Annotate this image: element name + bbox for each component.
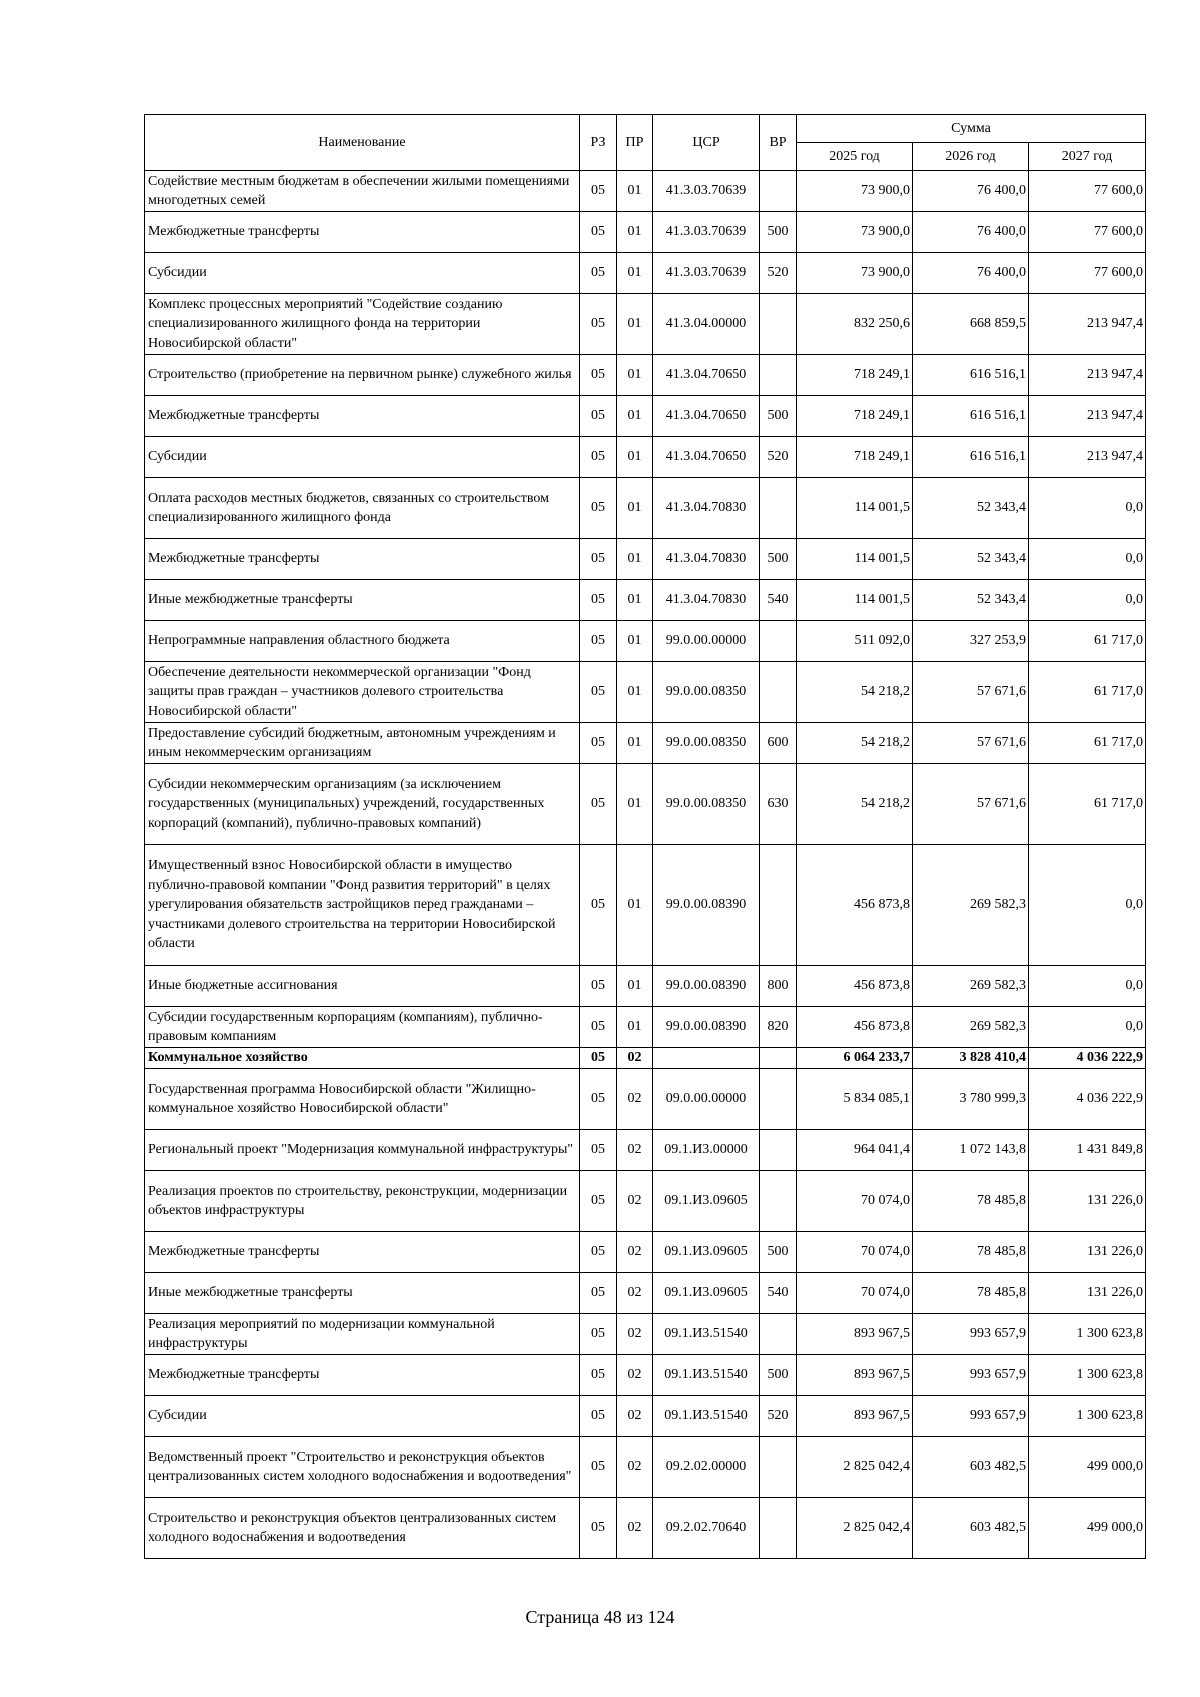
table-cell-sum-2026: 52 343,4 (913, 478, 1029, 539)
table-row (145, 662, 1146, 723)
table-cell-vr (760, 355, 797, 396)
table-cell-rz: 05 (580, 1314, 617, 1355)
header-vr: ВР (760, 115, 797, 171)
table-cell-sum-2026: 52 343,4 (913, 539, 1029, 580)
table-cell-csr: 09.0.00.00000 (653, 1069, 760, 1130)
table-cell-vr (760, 1314, 797, 1355)
table-cell-rz: 05 (580, 171, 617, 212)
table-cell-csr: 09.1.И3.09605 (653, 1232, 760, 1273)
table-row (145, 212, 1146, 253)
table-row (145, 1069, 1146, 1130)
table-cell-csr: 99.0.00.08350 (653, 662, 760, 723)
table-row (145, 1048, 1146, 1069)
table-cell-sum-2025: 73 900,0 (797, 253, 913, 294)
table-cell-sum-2027: 0,0 (1029, 845, 1146, 966)
table-cell-pr: 01 (617, 171, 653, 212)
table-cell-vr: 500 (760, 539, 797, 580)
table-cell-sum-2026: 78 485,8 (913, 1273, 1029, 1314)
table-cell-csr: 99.0.00.08350 (653, 723, 760, 764)
table-cell-rz: 05 (580, 1048, 617, 1069)
table-cell-pr: 01 (617, 723, 653, 764)
table-cell-name: Государственная программа Новосибирской области "Жилищно-коммунальное хозяйство Новосибирской области" (145, 1069, 580, 1130)
table-cell-sum-2025: 70 074,0 (797, 1171, 913, 1232)
table-cell-csr: 99.0.00.08390 (653, 845, 760, 966)
table-cell-pr: 01 (617, 396, 653, 437)
table-cell-name: Субсидии государственным корпорациям (компаниям), публично-правовым компаниям (145, 1007, 580, 1048)
table-cell-rz: 05 (580, 723, 617, 764)
table-cell-sum-2027: 0,0 (1029, 478, 1146, 539)
table-cell-pr: 01 (617, 966, 653, 1007)
table-cell-sum-2025: 456 873,8 (797, 845, 913, 966)
table-cell-csr: 41.3.03.70639 (653, 253, 760, 294)
table-cell-pr: 02 (617, 1314, 653, 1355)
table-cell-vr (760, 1437, 797, 1498)
table-cell-sum-2027: 61 717,0 (1029, 662, 1146, 723)
table-cell-sum-2027: 499 000,0 (1029, 1498, 1146, 1559)
table-cell-sum-2027: 0,0 (1029, 1007, 1146, 1048)
table-row (145, 539, 1146, 580)
table-cell-sum-2026: 76 400,0 (913, 171, 1029, 212)
table-cell-vr: 500 (760, 1355, 797, 1396)
table-row (145, 845, 1146, 966)
table-cell-sum-2027: 0,0 (1029, 966, 1146, 1007)
table-cell-name: Субсидии (145, 437, 580, 478)
table-cell-name: Межбюджетные трансферты (145, 212, 580, 253)
table-cell-pr: 02 (617, 1396, 653, 1437)
table-cell-name: Имущественный взнос Новосибирской области в имущество публично-правовой компании "Фонд развития территорий" в целях урегулирования обязательств застройщиков перед гражданами – участниками долевого строительства на территории Новосибирской области (145, 845, 580, 966)
table-cell-rz: 05 (580, 662, 617, 723)
table-cell-sum-2025: 5 834 085,1 (797, 1069, 913, 1130)
header-csr: ЦСР (653, 115, 760, 171)
table-row (145, 1007, 1146, 1048)
table-cell-sum-2025: 54 218,2 (797, 723, 913, 764)
table-cell-csr: 09.2.02.00000 (653, 1437, 760, 1498)
table-cell-rz: 05 (580, 621, 617, 662)
table-cell-sum-2027: 1 431 849,8 (1029, 1130, 1146, 1171)
table-cell-vr (760, 1069, 797, 1130)
table-cell-sum-2025: 718 249,1 (797, 437, 913, 478)
table-cell-pr: 02 (617, 1355, 653, 1396)
header-year-2025: 2025 год (797, 143, 913, 171)
table-cell-sum-2025: 54 218,2 (797, 662, 913, 723)
table-cell-sum-2025: 964 041,4 (797, 1130, 913, 1171)
table-cell-vr (760, 1048, 797, 1069)
table-cell-sum-2025: 893 967,5 (797, 1355, 913, 1396)
table-cell-csr: 09.1.И3.51540 (653, 1355, 760, 1396)
table-cell-sum-2026: 603 482,5 (913, 1437, 1029, 1498)
table-cell-sum-2025: 832 250,6 (797, 294, 913, 355)
table-cell-sum-2026: 616 516,1 (913, 437, 1029, 478)
table-cell-pr: 02 (617, 1232, 653, 1273)
table-cell-sum-2026: 269 582,3 (913, 1007, 1029, 1048)
table-row (145, 253, 1146, 294)
table-cell-rz: 05 (580, 1069, 617, 1130)
table-cell-vr: 520 (760, 437, 797, 478)
table-cell-csr: 41.3.04.70650 (653, 437, 760, 478)
budget-table (144, 114, 1146, 1559)
table-cell-pr: 01 (617, 539, 653, 580)
table-cell-sum-2025: 511 092,0 (797, 621, 913, 662)
header-sum: Сумма (797, 115, 1146, 143)
table-cell-name: Непрограммные направления областного бюджета (145, 621, 580, 662)
table-cell-sum-2025: 456 873,8 (797, 1007, 913, 1048)
table-cell-csr: 41.3.04.70650 (653, 355, 760, 396)
table-cell-pr: 02 (617, 1069, 653, 1130)
table-cell-csr: 41.3.03.70639 (653, 212, 760, 253)
table-cell-rz: 05 (580, 253, 617, 294)
table-cell-sum-2025: 70 074,0 (797, 1232, 913, 1273)
table-cell-sum-2025: 114 001,5 (797, 539, 913, 580)
table-cell-rz: 05 (580, 966, 617, 1007)
table-cell-csr: 41.3.04.70830 (653, 478, 760, 539)
table-cell-sum-2026: 3 780 999,3 (913, 1069, 1029, 1130)
table-cell-csr: 41.3.04.70830 (653, 580, 760, 621)
table-row (145, 764, 1146, 845)
table-cell-csr: 09.1.И3.51540 (653, 1396, 760, 1437)
table-cell-sum-2027: 131 226,0 (1029, 1171, 1146, 1232)
table-cell-sum-2026: 57 671,6 (913, 764, 1029, 845)
table-cell-csr: 09.1.И3.51540 (653, 1314, 760, 1355)
table-cell-sum-2025: 54 218,2 (797, 764, 913, 845)
table-cell-sum-2026: 78 485,8 (913, 1232, 1029, 1273)
table-cell-rz: 05 (580, 539, 617, 580)
table-cell-sum-2025: 893 967,5 (797, 1396, 913, 1437)
table-cell-sum-2026: 57 671,6 (913, 723, 1029, 764)
table-cell-sum-2026: 993 657,9 (913, 1396, 1029, 1437)
table-cell-pr: 02 (617, 1437, 653, 1498)
table-cell-csr: 41.3.04.70830 (653, 539, 760, 580)
table-cell-sum-2027: 77 600,0 (1029, 171, 1146, 212)
table-cell-sum-2025: 2 825 042,4 (797, 1498, 913, 1559)
table-cell-pr: 01 (617, 580, 653, 621)
table-cell-name: Иные бюджетные ассигнования (145, 966, 580, 1007)
table-cell-sum-2026: 668 859,5 (913, 294, 1029, 355)
table-cell-rz: 05 (580, 1007, 617, 1048)
table-cell-pr: 01 (617, 253, 653, 294)
table-cell-vr: 540 (760, 580, 797, 621)
table-row (145, 1232, 1146, 1273)
table-cell-sum-2026: 616 516,1 (913, 355, 1029, 396)
table-cell-sum-2025: 114 001,5 (797, 478, 913, 539)
table-cell-csr (653, 1048, 760, 1069)
table-cell-name: Межбюджетные трансферты (145, 1355, 580, 1396)
table-row (145, 294, 1146, 355)
header-rz: РЗ (580, 115, 617, 171)
table-cell-pr: 01 (617, 478, 653, 539)
table-cell-pr: 01 (617, 621, 653, 662)
table-cell-name: Реализация мероприятий по модернизации коммунальной инфраструктуры (145, 1314, 580, 1355)
table-cell-vr: 520 (760, 1396, 797, 1437)
table-cell-pr: 01 (617, 1007, 653, 1048)
table-cell-sum-2026: 603 482,5 (913, 1498, 1029, 1559)
table-cell-pr: 01 (617, 437, 653, 478)
table-cell-name: Строительство (приобретение на первичном рынке) служебного жилья (145, 355, 580, 396)
table-cell-sum-2027: 131 226,0 (1029, 1273, 1146, 1314)
table-cell-sum-2025: 73 900,0 (797, 171, 913, 212)
table-cell-csr: 99.0.00.00000 (653, 621, 760, 662)
table-cell-csr: 99.0.00.08390 (653, 1007, 760, 1048)
table-cell-sum-2026: 616 516,1 (913, 396, 1029, 437)
table-row (145, 396, 1146, 437)
table-cell-sum-2025: 718 249,1 (797, 396, 913, 437)
table-cell-name: Коммунальное хозяйство (145, 1048, 580, 1069)
table-cell-sum-2025: 456 873,8 (797, 966, 913, 1007)
table-cell-sum-2027: 1 300 623,8 (1029, 1396, 1146, 1437)
table-cell-vr: 540 (760, 1273, 797, 1314)
table-cell-rz: 05 (580, 845, 617, 966)
table-cell-name: Реализация проектов по строительству, реконструкции, модернизации объектов инфраструктуры (145, 1171, 580, 1232)
table-cell-sum-2026: 269 582,3 (913, 966, 1029, 1007)
table-cell-pr: 01 (617, 212, 653, 253)
table-cell-sum-2026: 78 485,8 (913, 1171, 1029, 1232)
table-row (145, 478, 1146, 539)
table-cell-sum-2027: 4 036 222,9 (1029, 1069, 1146, 1130)
table-cell-pr: 01 (617, 355, 653, 396)
table-cell-sum-2026: 327 253,9 (913, 621, 1029, 662)
table-cell-pr: 01 (617, 845, 653, 966)
table-cell-sum-2026: 76 400,0 (913, 212, 1029, 253)
table-cell-pr: 02 (617, 1171, 653, 1232)
table-cell-sum-2027: 213 947,4 (1029, 437, 1146, 478)
table-cell-pr: 02 (617, 1048, 653, 1069)
table-cell-sum-2027: 77 600,0 (1029, 212, 1146, 253)
table-cell-sum-2027: 4 036 222,9 (1029, 1048, 1146, 1069)
table-row (145, 723, 1146, 764)
table-cell-sum-2025: 73 900,0 (797, 212, 913, 253)
table-cell-csr: 09.1.И3.00000 (653, 1130, 760, 1171)
table-cell-rz: 05 (580, 294, 617, 355)
table-cell-sum-2027: 0,0 (1029, 539, 1146, 580)
page-number: Страница 48 из 124 (525, 1607, 675, 1627)
table-cell-sum-2027: 1 300 623,8 (1029, 1355, 1146, 1396)
table-cell-rz: 05 (580, 1355, 617, 1396)
table-cell-name: Иные межбюджетные трансферты (145, 1273, 580, 1314)
table-cell-vr: 500 (760, 212, 797, 253)
table-cell-sum-2025: 6 064 233,7 (797, 1048, 913, 1069)
table-cell-sum-2027: 213 947,4 (1029, 396, 1146, 437)
table-cell-csr: 41.3.03.70639 (653, 171, 760, 212)
table-cell-sum-2026: 993 657,9 (913, 1355, 1029, 1396)
header-year-2027: 2027 год (1029, 143, 1146, 171)
table-cell-name: Субсидии (145, 253, 580, 294)
table-cell-name: Межбюджетные трансферты (145, 396, 580, 437)
table-cell-pr: 02 (617, 1130, 653, 1171)
table-cell-sum-2027: 61 717,0 (1029, 764, 1146, 845)
table-cell-pr: 01 (617, 294, 653, 355)
table-cell-name: Предоставление субсидий бюджетным, автономным учреждениям и иным некоммерческим организациям (145, 723, 580, 764)
table-cell-sum-2027: 61 717,0 (1029, 621, 1146, 662)
table-row (145, 1130, 1146, 1171)
table-cell-sum-2025: 2 825 042,4 (797, 1437, 913, 1498)
table-cell-rz: 05 (580, 1130, 617, 1171)
table-cell-sum-2027: 213 947,4 (1029, 355, 1146, 396)
table-row (145, 355, 1146, 396)
table-cell-vr: 520 (760, 253, 797, 294)
table-cell-sum-2025: 893 967,5 (797, 1314, 913, 1355)
table-cell-name: Содействие местным бюджетам в обеспечении жилыми помещениями многодетных семей (145, 171, 580, 212)
table-cell-sum-2027: 77 600,0 (1029, 253, 1146, 294)
table-cell-vr (760, 1171, 797, 1232)
table-row (145, 171, 1146, 212)
table-cell-sum-2027: 1 300 623,8 (1029, 1314, 1146, 1355)
table-cell-vr: 600 (760, 723, 797, 764)
table-cell-name: Строительство и реконструкция объектов централизованных систем холодного водоснабжения и водоотведения (145, 1498, 580, 1559)
table-cell-rz: 05 (580, 355, 617, 396)
header-pr: ПР (617, 115, 653, 171)
table-cell-rz: 05 (580, 580, 617, 621)
table-cell-csr: 41.3.04.70650 (653, 396, 760, 437)
table-cell-sum-2026: 269 582,3 (913, 845, 1029, 966)
table-cell-vr (760, 294, 797, 355)
table-row (145, 966, 1146, 1007)
table-cell-vr (760, 1130, 797, 1171)
table-cell-name: Комплекс процессных мероприятий "Содействие созданию специализированного жилищного фонда на территории Новосибирской области" (145, 294, 580, 355)
table-cell-csr: 41.3.04.00000 (653, 294, 760, 355)
table-cell-rz: 05 (580, 437, 617, 478)
table-row (145, 1355, 1146, 1396)
table-cell-rz: 05 (580, 396, 617, 437)
table-cell-csr: 99.0.00.08390 (653, 966, 760, 1007)
table-cell-pr: 02 (617, 1273, 653, 1314)
table-cell-rz: 05 (580, 478, 617, 539)
table-cell-sum-2025: 114 001,5 (797, 580, 913, 621)
table-row (145, 1273, 1146, 1314)
table-cell-sum-2026: 3 828 410,4 (913, 1048, 1029, 1069)
table-row (145, 1314, 1146, 1355)
table-cell-vr: 630 (760, 764, 797, 845)
table-cell-csr: 09.1.И3.09605 (653, 1171, 760, 1232)
table-cell-name: Субсидии некоммерческим организациям (за исключением государственных (муниципальных) учреждений, государственных корпораций (компаний), публично-правовых компаний) (145, 764, 580, 845)
table-cell-vr (760, 662, 797, 723)
table-cell-sum-2025: 70 074,0 (797, 1273, 913, 1314)
table-row (145, 1171, 1146, 1232)
table-cell-csr: 09.1.И3.09605 (653, 1273, 760, 1314)
table-cell-name: Обеспечение деятельности некоммерческой организации "Фонд защиты прав граждан – участников долевого строительства Новосибирской области" (145, 662, 580, 723)
table-cell-sum-2027: 131 226,0 (1029, 1232, 1146, 1273)
table-cell-sum-2025: 718 249,1 (797, 355, 913, 396)
table-cell-vr (760, 478, 797, 539)
table-cell-vr: 800 (760, 966, 797, 1007)
table-cell-rz: 05 (580, 1232, 617, 1273)
table-cell-rz: 05 (580, 1273, 617, 1314)
table-cell-vr (760, 171, 797, 212)
table-cell-name: Ведомственный проект "Строительство и реконструкция объектов централизованных систем холодного водоснабжения и водоотведения" (145, 1437, 580, 1498)
table-cell-vr: 500 (760, 396, 797, 437)
table-cell-rz: 05 (580, 1171, 617, 1232)
table-cell-rz: 05 (580, 1396, 617, 1437)
table-cell-sum-2027: 61 717,0 (1029, 723, 1146, 764)
table-cell-sum-2027: 0,0 (1029, 580, 1146, 621)
table-cell-sum-2026: 993 657,9 (913, 1314, 1029, 1355)
table-cell-sum-2026: 1 072 143,8 (913, 1130, 1029, 1171)
table-cell-vr (760, 845, 797, 966)
table-cell-pr: 02 (617, 1498, 653, 1559)
table-cell-name: Региональный проект "Модернизация коммунальной инфраструктуры" (145, 1130, 580, 1171)
table-cell-pr: 01 (617, 764, 653, 845)
table-cell-sum-2027: 499 000,0 (1029, 1437, 1146, 1498)
table-cell-sum-2026: 76 400,0 (913, 253, 1029, 294)
table-row (145, 1396, 1146, 1437)
table-cell-name: Субсидии (145, 1396, 580, 1437)
table-cell-rz: 05 (580, 1498, 617, 1559)
table-cell-sum-2026: 52 343,4 (913, 580, 1029, 621)
table-cell-name: Оплата расходов местных бюджетов, связанных со строительством специализированного жилищного фонда (145, 478, 580, 539)
table-cell-sum-2027: 213 947,4 (1029, 294, 1146, 355)
table-row (145, 580, 1146, 621)
table-cell-rz: 05 (580, 1437, 617, 1498)
table-cell-csr: 99.0.00.08350 (653, 764, 760, 845)
table-body (145, 171, 1146, 1559)
table-cell-name: Межбюджетные трансферты (145, 539, 580, 580)
table-cell-vr: 820 (760, 1007, 797, 1048)
table-cell-pr: 01 (617, 662, 653, 723)
table-cell-name: Межбюджетные трансферты (145, 1232, 580, 1273)
table-header (145, 115, 1146, 171)
table-cell-rz: 05 (580, 212, 617, 253)
header-name: Наименование (145, 115, 580, 171)
table-cell-name: Иные межбюджетные трансферты (145, 580, 580, 621)
table-cell-vr (760, 621, 797, 662)
table-cell-csr: 09.2.02.70640 (653, 1498, 760, 1559)
table-cell-vr (760, 1498, 797, 1559)
table-cell-rz: 05 (580, 764, 617, 845)
table-cell-sum-2026: 57 671,6 (913, 662, 1029, 723)
table-row (145, 1498, 1146, 1559)
table-row (145, 621, 1146, 662)
table-row (145, 1437, 1146, 1498)
header-year-2026: 2026 год (913, 143, 1029, 171)
table-row (145, 437, 1146, 478)
table-cell-vr: 500 (760, 1232, 797, 1273)
